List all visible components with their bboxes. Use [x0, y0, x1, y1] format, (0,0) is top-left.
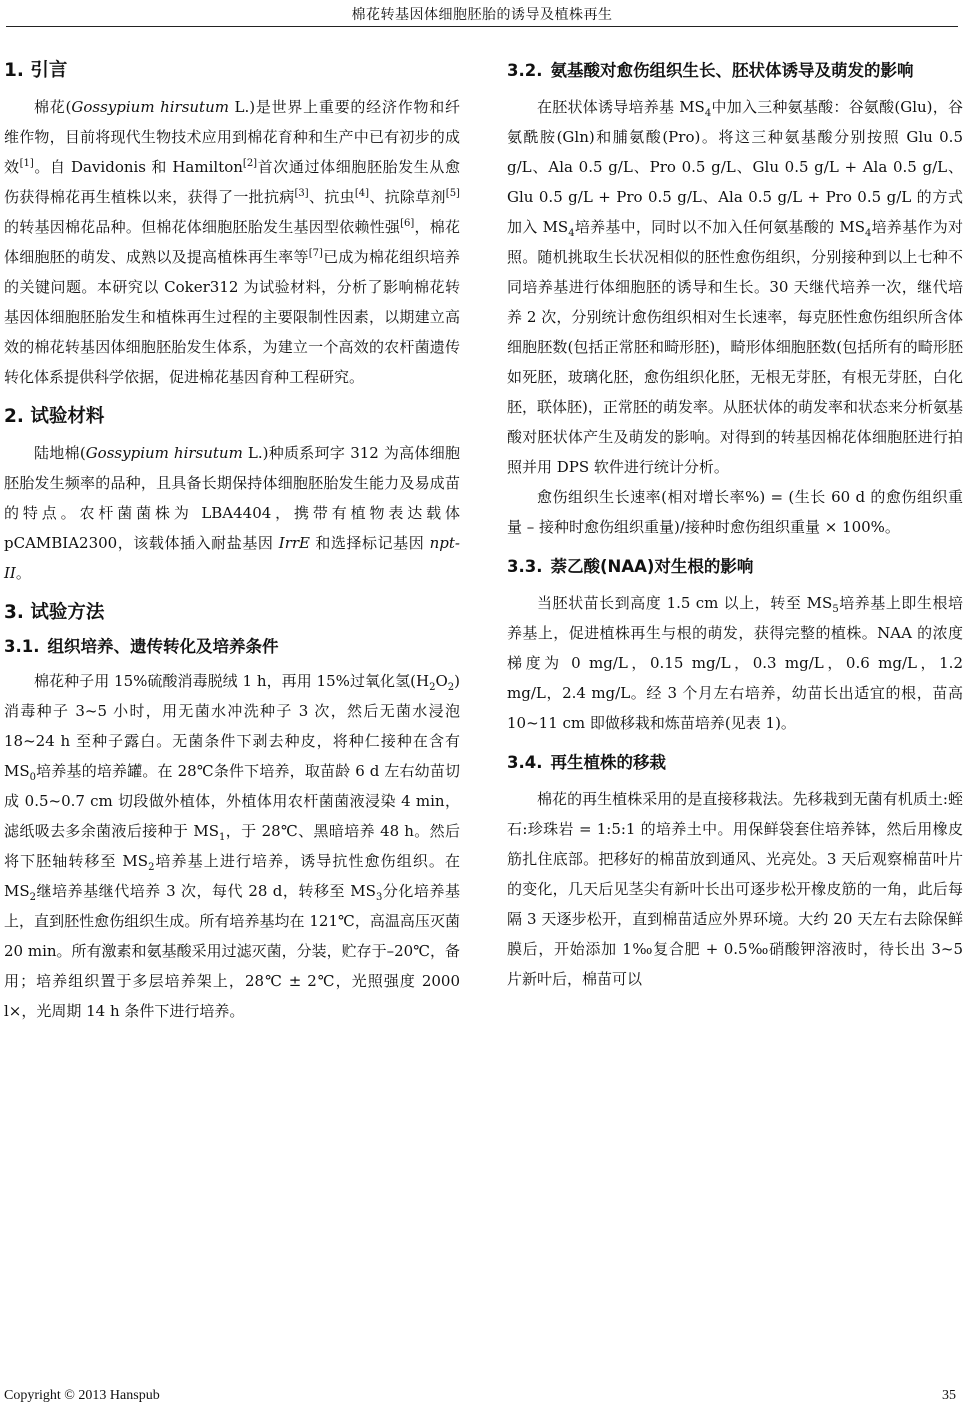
citation-1: [1]: [19, 158, 34, 169]
page-number: 35: [942, 1388, 956, 1403]
subsection-heading-3-2: 3.2. 氨基酸对愈伤组织生长、胚状体诱导及萌发的影响: [507, 61, 914, 80]
intro-paragraph: 棉花(Gossypium hirsutum L.)是世界上重要的经济作物和纤维作物，目前将现代生物技术应用到棉花育种和生产中已有初步的成效[1]。自 Davidonis 和 Hamilton[2]首次通过体细胞胚胎发生从愈伤获得棉花再生植株以来，获得了一批抗病[3]、抗虫[4]、抗除草剂[5]的转基因棉花品种。但棉花体细胞胚胎发生基因型依赖性强[6]，棉花体细胞胚的萌发、成熟以及提高植株再生率等[7]已成为棉花组织培养的关键问题。本研究以 Coker312 为试验材料，分析了影响棉花转基因体细胞胚胎发生和植株再生过程的主要限制性因素，以期建立高效的棉花转基因体细胞胚胎发生体系，为建立一个高效的农杆菌遗传转化体系提供科学依据，促进棉花基因育种工程研究。: [4, 98, 460, 386]
citation-6: [6]: [400, 218, 415, 229]
section-heading-intro: 1. 引言: [4, 60, 68, 81]
citation-7: [7]: [308, 248, 323, 259]
running-header: 棉花转基因体细胞胚胎的诱导及植株再生: [351, 7, 613, 23]
subsection-3-2-paragraph: 在胚状体诱导培养基 $MS_4$中加入三种氨基酸：谷氨酸(Glu)，谷氨酰胺(Gln)和脯氨酸(Pro)。将这三种氨基酸分别按照 Glu 0.5 g/L、Ala 0.5 g/L、Pro 0.5 g/L、Glu 0.5 g/L + Ala 0.5 g/L、Glu 0.5 g/L + Pro 0.5 g/L、Ala 0.5 g/L + Pro 0.5 g/L 的方式加入 $MS_4$培养基中，同时以不加入任何氨基酸的 $MS_4$培养基作为对照。随机挑取生长状况相似的胚性愈伤组织，分别接种到以上七种不同培养基进行体细胞胚的诱导和生长。30 天继代培养一次，继代培养 2 次，分别统计愈伤组织相对生长速率，每克胚性愈伤组织所含体细胞胚数(包括正常胚和畸形胚)，畸形体细胞胚数(包括所有的畸形胚如死胚，玻璃化胚，愈伤组织化胚，无根无芽胚，有根无芽胚，白化胚，联体胚)，正常胚的萌发率。从胚状体的萌发率和状态来分析氨基酸对胚状体产生及萌发的影响。对得到的转基因棉花体细胞胚进行拍照并用 DPS 软件进行统计分析。: [507, 98, 964, 476]
right-column: [507, 56, 963, 994]
copyright-notice: Copyright © 2013 Hanspub: [4, 1388, 160, 1403]
materials-paragraph: 陆地棉(Gossypium hirsutum L.)种质系珂字 312 为高体细胞胚胎发生频率的品种，且具备长期保持体细胞胚胎发生能力及易成苗的特点。农杆菌菌株为 LBA4404，携带有植物表达载体 pCAMBIA2300，该载体插入耐盐基因 IrrE 和选择标记基因 npt-II。: [4, 444, 460, 582]
subsection-3-4-paragraph: 棉花的再生植株采用的是直接移栽法。先移栽到无菌有机质土:蛭石:珍珠岩 = 1:5:1 的培养土中。用保鲜袋套住培养钵，然后用橡皮筋扎住底部。把移好的棉苗放到通风、光亮处。3 天后观察棉苗叶片的变化，几天后见茎尖有新叶长出可逐步松开橡皮筋的一角，此后每隔 3 天逐步松开，直到棉苗适应外界环境。大约 20 天左右去除保鲜膜后，开始添加 1‰复合肥 + 0.5‰硝酸钾溶液时，待长出 3~5 片新叶后，棉苗可以: [507, 790, 963, 988]
subsection-heading-3-1: 3.1. 组织培养、遗传转化及培养条件: [4, 637, 279, 656]
citation-4: [4]: [354, 188, 370, 199]
section-heading-methods: 3. 试验方法: [4, 602, 105, 623]
subsection-heading-3-4: 3.4. 再生植株的移栽: [507, 753, 666, 772]
citation-2: [2]: [242, 158, 258, 169]
subsection-3-1-paragraph: 棉花种子用 15%硫酸消毒脱绒 1 h，再用 15%过氧化氢$(H_2O_2)$消毒种子 3~5 小时，用无菌水冲洗种子 3 次，然后无菌水浸泡 18~24 h 至种子露白。无菌条件下剥去种皮，将种仁接种在含有 $MS_0$培养基的培养罐。在 28℃条件下培养，取苗龄 6 d 左右幼苗切成 0.5~0.7 cm 切段做外植体，外植体用农杆菌菌液浸染 4 min，滤纸吸去多余菌液后接种于 $MS_1$，于 28℃、黑暗培养 48 h。然后将下胚轴转移至 $MS_2$培养基上进行培养，诱导抗性愈伤组织。在 $MS_2$继培养基继代培养 3 次，每代 28 d，转移至 $MS_3$分化培养基上，直到胚性愈伤组织生成。所有培养基均在 121℃，高温高压灭菌 20 min。所有激素和氨基酸采用过滤灭菌，分装，贮存于–20℃，备用；培养组织置于多层培养架上，28℃ ± 2℃，光照强度 2000 l×，光周期 14 h 条件下进行培养。: [4, 672, 461, 1020]
left-column: [4, 56, 460, 1026]
citation-3: [3]: [294, 188, 309, 199]
citation-5: [5]: [445, 188, 460, 199]
subsection-heading-3-3: 3.3. 萘乙酸(NAA)对生根的影响: [507, 557, 754, 576]
header-rule: [6, 26, 958, 27]
growth-rate-formula: 愈伤组织生长速率(相对增长率%) = (生长 60 d 的愈伤组织重量 – 接种时愈伤组织重量)/接种时愈伤组织重量 × 100%。: [507, 488, 963, 536]
subsection-3-3-paragraph: 当胚状苗长到高度 1.5 cm 以上，转至 $MS_5$培养基上即生根培养基上，促进植株再生与根的萌发，获得完整的植株。NAA 的浓度梯度为 0 mg/L，0.15 mg/L，0.3 mg/L，0.6 mg/L，1.2 mg/L，2.4 mg/L。经 3 个月左右培养，幼苗长出适宜的根，苗高 10~11 cm 即做移栽和炼苗培养(见表 1)。: [507, 594, 963, 732]
section-heading-materials: 2. 试验材料: [4, 406, 105, 427]
